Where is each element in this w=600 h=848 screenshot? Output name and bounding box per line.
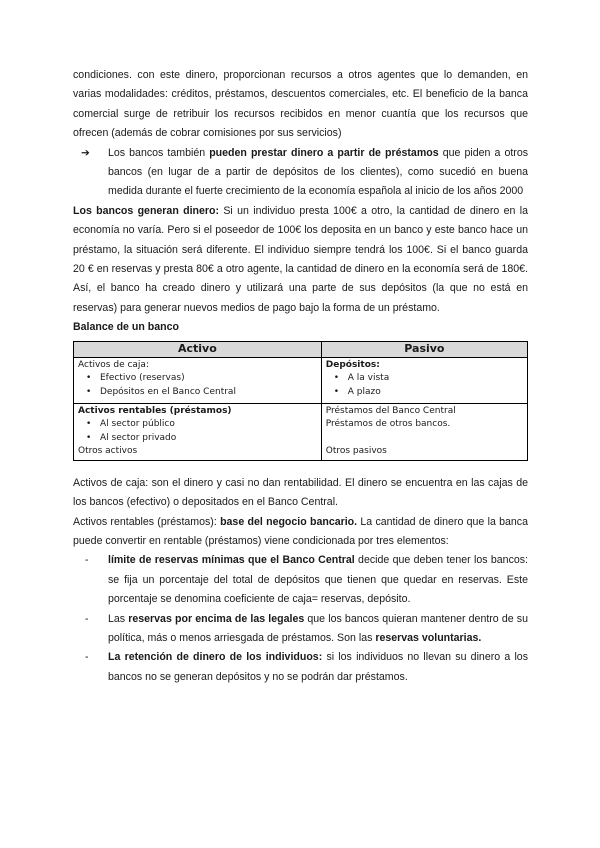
- otros-activos: Otros activos: [78, 446, 138, 457]
- depositos-title: Depósitos:: [325, 359, 380, 370]
- dash-bullet: -: [85, 554, 89, 567]
- activos-rentables-list: [78, 418, 317, 445]
- list-item: • Efectivo (reservas): [78, 372, 317, 386]
- list-item: • Al sector público: [78, 418, 317, 432]
- header-pasivo: Pasivo: [321, 341, 527, 357]
- activos-rentables-title: Activos rentables (préstamos): [78, 405, 232, 416]
- list-item: • A plazo: [326, 386, 523, 400]
- cell-activos-rentables: [74, 403, 322, 460]
- balance-table: [73, 341, 528, 461]
- cell-spacer: [326, 432, 523, 445]
- header-activo: Activo: [74, 341, 322, 357]
- cell-depositos: [321, 357, 527, 403]
- activos-rentables-paragraph: Activos rentables (préstamos): base del negocio bancario. La cantidad de dinero que la banca puede convertir en rentable (préstamos) viene condicionada por tres elementos:: [73, 515, 528, 547]
- list-item: • Depósitos en el Banco Central: [78, 386, 317, 400]
- prestamos-otros-bancos: Préstamos de otros bancos.: [325, 419, 451, 430]
- dash-bullet: -: [85, 651, 89, 664]
- activos-caja-title: Activos de caja:: [78, 359, 149, 370]
- balance-heading: Balance de un banco: [73, 321, 179, 334]
- generan-dinero-paragraph: Los bancos generan dinero: Si un individuo presta 100€ a otro, la cantidad de dinero en la economía no varía. Pero si el poseedor de 100€ los deposita en un banco y este banco hace un préstamo, la situación será diferente. El individuo siempre tendrá los 100€. Si el banco guarda 20 € en reservas y presta 80€ a otro agente, la cantidad de dinero en la economía será de 180€. Así, el banco ha creado dinero y utilizará una parte de sus depósitos (la que no está en reservas) para generar nuevos medios de pago bajo la forma de un préstamo.: [73, 204, 528, 314]
- otros-pasivos: Otros pasivos: [325, 445, 387, 456]
- arrow-item-text: Los bancos también pueden prestar dinero a partir de préstamos que piden a otros bancos (en lugar de a partir de depósitos de los clientes), como sucedió en buena medida durante el fuerte crecimiento de la economía española al inicio de los años 2000: [108, 146, 529, 198]
- list-item: • A la vista: [326, 372, 523, 386]
- list-item: • Al sector privado: [78, 432, 317, 446]
- activos-caja-paragraph: Activos de caja: son el dinero y casi no dan rentabilidad. El dinero se encuentra en las cajas de los bancos (efectivo) o depositados en el Banco Central.: [73, 476, 528, 509]
- list-item: - La retención de dinero de los individuos: si los individuos no llevan su dinero a los bancos no se generan depósitos y no se podrán dar préstamos.: [73, 648, 528, 687]
- activos-caja-list: [78, 372, 317, 399]
- list-item: - Las reservas por encima de las legales que los bancos quieran mantener dentro de su política, más o menos arriesgada de préstamos. Son las reservas voluntarias.: [73, 610, 528, 649]
- depositos-list: [326, 372, 523, 399]
- prestamos-banco-central: Préstamos del Banco Central: [325, 405, 456, 416]
- document-page: [73, 66, 528, 687]
- cell-activos-caja: [74, 357, 322, 403]
- dash-bullet: -: [85, 612, 89, 625]
- arrow-list-item: [81, 144, 528, 202]
- cell-prestamos: [321, 403, 527, 460]
- generan-dinero-heading: Los bancos generan dinero:: [73, 204, 220, 217]
- arrow-right-icon: ➔: [81, 146, 90, 159]
- intro-paragraph: condiciones. con este dinero, proporcionan recursos a otros agentes que lo demanden, en varias modalidades: créditos, préstamos, descuentos comerciales, etc. El beneficio de la banca comercial surge de retribuir los recursos recibidos en menor cuantía que los recursos que ofrecen (además de cobrar comisiones por sus servicios): [73, 69, 528, 140]
- elements-list: [73, 551, 528, 687]
- list-item: - límite de reservas mínimas que el Banco Central decide que deben tener los bancos: se fija un porcentaje del total de depósitos que tienen que quedar en reservas. Este porcentaje se denomina coeficiente de caja= reservas, depósito.: [73, 551, 528, 609]
